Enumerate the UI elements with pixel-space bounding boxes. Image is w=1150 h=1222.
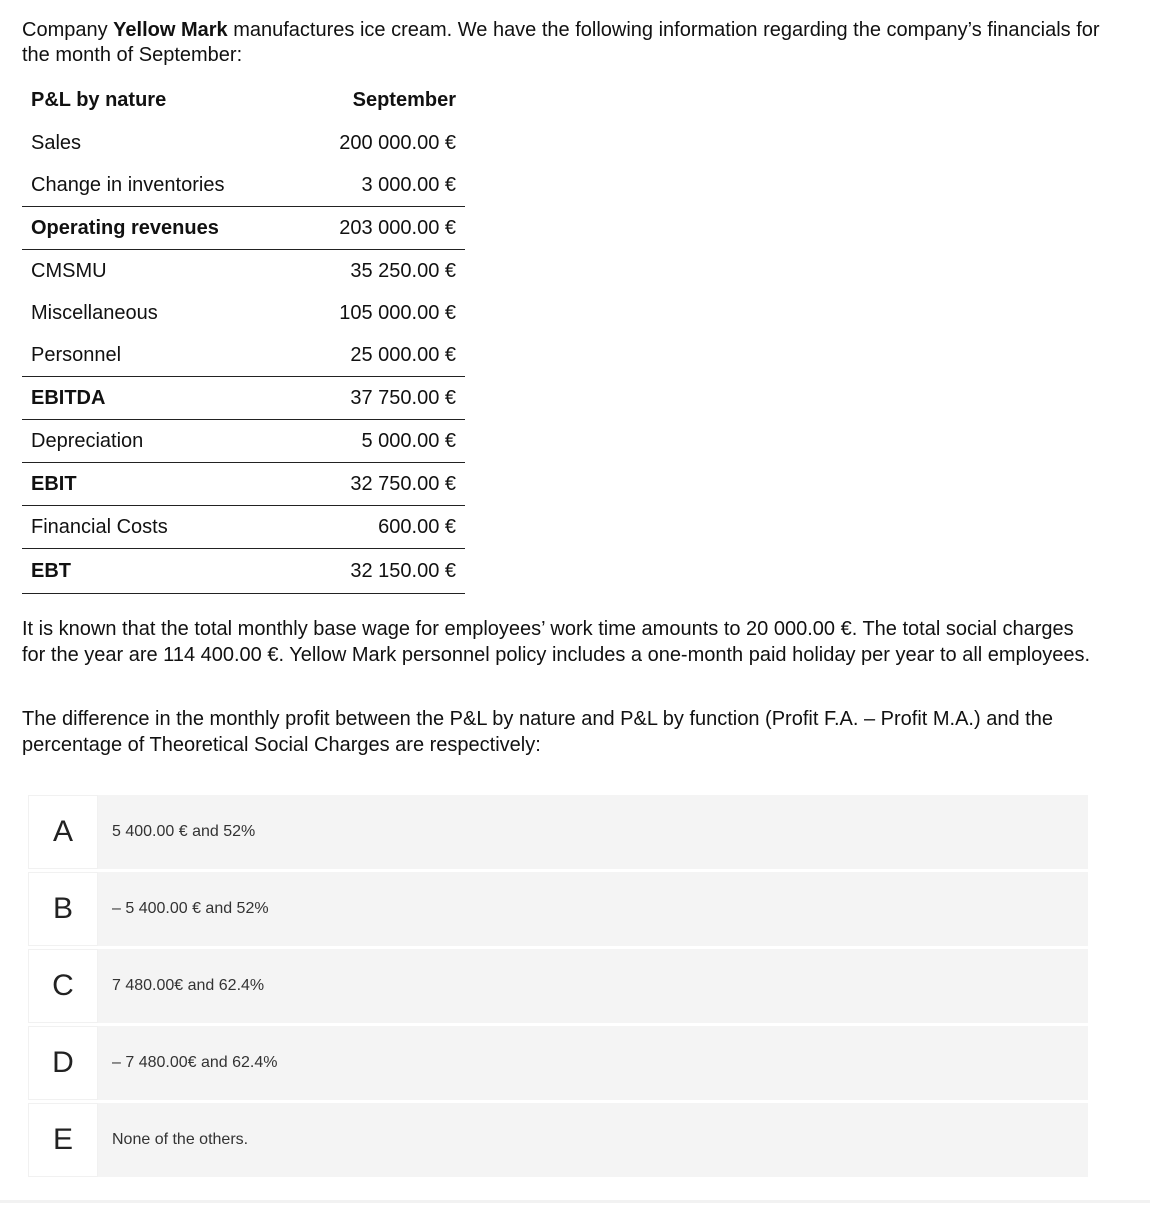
row-value: 105 000.00 € <box>339 301 456 324</box>
answer-option-a[interactable] <box>28 795 1088 869</box>
row-value: 25 000.00 € <box>350 343 456 366</box>
row-label: Sales <box>31 131 82 154</box>
row-value: 5 000.00 € <box>293 420 465 463</box>
option-letter: B <box>28 872 98 946</box>
table-row-total <box>22 549 465 594</box>
row-label: Depreciation <box>22 420 293 463</box>
option-letter: C <box>28 949 98 1023</box>
table-row-subtotal <box>22 463 465 506</box>
answer-option-d[interactable] <box>28 1026 1088 1100</box>
table-row <box>22 292 465 334</box>
table-row-subtotal <box>22 377 465 420</box>
option-letter: A <box>28 795 98 869</box>
row-label: EBITDA <box>22 377 293 420</box>
option-text: None of the others. <box>112 1131 249 1148</box>
table-row <box>22 334 465 377</box>
table-row <box>22 506 465 549</box>
row-label: CMSMU <box>22 250 293 293</box>
context-paragraph: It is known that the total monthly base wage for employees’ work time amounts to 20 000.00 €. The total social charges for the year are 114 400.00 €. Yellow Mark personnel policy includes a one-month paid holiday per year to all employees. <box>22 618 1091 666</box>
row-label: Miscellaneous <box>31 301 158 324</box>
row-value: 200 000.00 € <box>339 131 456 154</box>
answer-option-c[interactable] <box>28 949 1088 1023</box>
row-value: 37 750.00 € <box>293 377 465 420</box>
table-row <box>22 250 465 293</box>
option-text: 7 480.00€ and 62.4% <box>112 977 265 994</box>
question-intro <box>22 18 1102 68</box>
row-label: Personnel <box>31 343 122 366</box>
bottom-divider <box>0 1200 1150 1203</box>
row-value: 32 750.00 € <box>293 463 465 506</box>
column-header-month: September <box>352 88 456 111</box>
table-header-row <box>22 78 465 122</box>
company-name: Yellow Mark <box>113 19 228 41</box>
option-letter: E <box>28 1103 98 1177</box>
table-row <box>22 164 465 207</box>
intro-prefix: Company <box>22 19 114 41</box>
row-label: EBT <box>22 549 293 594</box>
row-value: 203 000.00 € <box>293 207 465 250</box>
pl-by-nature-table <box>22 78 465 594</box>
option-text: 5 400.00 € and 52% <box>112 823 256 840</box>
table-row <box>22 122 465 164</box>
intro-suffix: manufactures ice cream. We have the following information regarding the company’s financials for the month of September: <box>22 19 1100 66</box>
option-letter: D <box>28 1026 98 1100</box>
row-value: 600.00 € <box>293 506 465 549</box>
row-value: 35 250.00 € <box>293 250 465 293</box>
row-label: Change in inventories <box>31 173 225 196</box>
row-value: 3 000.00 € <box>361 173 456 196</box>
option-text: – 5 400.00 € and 52% <box>112 900 269 917</box>
row-label: EBIT <box>22 463 293 506</box>
table-row-subtotal <box>22 207 465 250</box>
option-text: – 7 480.00€ and 62.4% <box>112 1054 278 1071</box>
table-row <box>22 420 465 463</box>
question-prompt: The difference in the monthly profit between the P&L by nature and P&L by function (Profit F.A. – Profit M.A.) and the percentage of Theoretical Social Charges are respectively: <box>22 708 1053 756</box>
row-value: 32 150.00 € <box>293 549 465 594</box>
answer-option-e[interactable] <box>28 1103 1088 1177</box>
row-label: Financial Costs <box>22 506 293 549</box>
row-label: Operating revenues <box>22 207 293 250</box>
column-header-label: P&L by nature <box>31 88 167 111</box>
answer-option-b[interactable] <box>28 872 1088 946</box>
answer-options <box>28 795 1088 1180</box>
